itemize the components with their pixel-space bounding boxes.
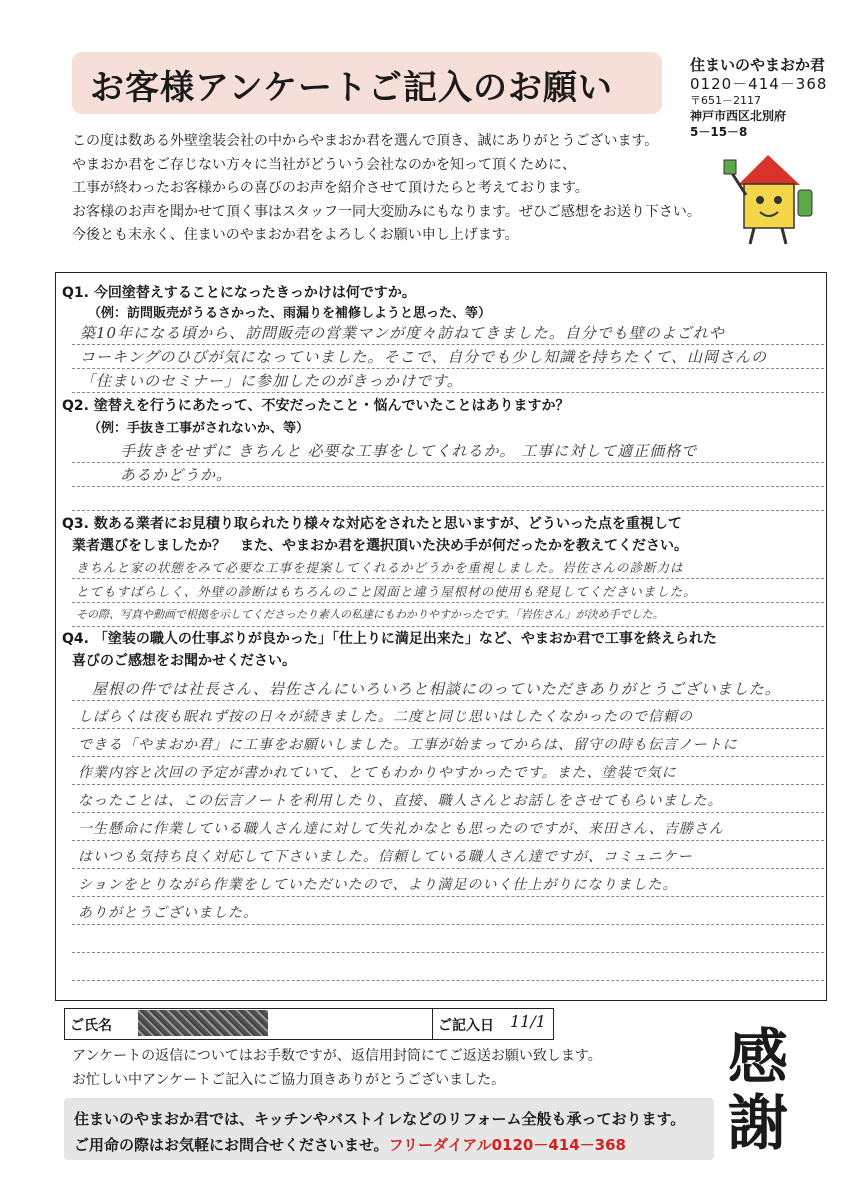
intro-line: 今後とも末永く、住まいのやまおか君をよろしくお願い申し上げます。 <box>72 227 519 243</box>
answer-line <box>72 812 824 813</box>
answer-line <box>72 578 824 579</box>
answer-3-line: とてもすばらしく、外壁の診断はもちろんのこと図面と違う屋根材の使用も発見してくださいました。 <box>76 584 697 599</box>
answer-line <box>72 784 824 785</box>
question-2-example: （例：手抜き工事がされないか、等） <box>88 421 310 436</box>
name-label: ご氏名 <box>70 1018 112 1034</box>
redacted-name <box>138 1010 268 1036</box>
answer-line <box>72 510 824 511</box>
answer-2-line: 手抜きをせずに きちんと 必要な工事をしてくれるか。 工事に対して適正価格で <box>120 442 698 460</box>
answer-4-line: ションをとりながら作業をしていただいたので、より満足のいく仕上がりになりました。 <box>78 877 678 893</box>
thanks-char-2: 謝 <box>728 1089 788 1159</box>
answer-line <box>72 868 824 869</box>
thanks-char-1: 感 <box>728 1023 788 1093</box>
answer-3-line: きちんと家の状態をみて必要な工事を提案してくれるかどうかを重視しました。岩佐さんの診断力は <box>76 560 684 575</box>
intro-line: お客様のお声を聞かせて頂く事はスタッフ一同大変励みにもなります。ぜひご感想をお送り下さい。 <box>72 203 701 220</box>
answer-line <box>72 486 824 487</box>
answer-1-line: 「住まいのセミナー」に参加したのがきっかけです。 <box>80 372 463 390</box>
answer-line <box>72 700 824 701</box>
answer-line <box>72 756 824 757</box>
answer-line <box>72 626 824 627</box>
answer-4-line: できる「やまおか君」に工事をお願いしました。工事が始まってからは、留守の時も伝言ノートに <box>78 737 738 753</box>
footer-line-2-text: ご用命の際はお気軽にお問合せくださいませ。 <box>74 1136 389 1154</box>
company-postal: 〒651－2117 <box>690 94 761 107</box>
company-name: 住まいのやまおか君 <box>690 56 826 74</box>
question-1: Q1. 今回塗替えすることになったきっかけは何ですか。 <box>62 285 416 301</box>
company-phone: 0120－414－368 <box>690 75 828 93</box>
footer-line-1: 住まいのやまおか君では、キッチンやバストイレなどのリフォーム全般も承っております。 <box>74 1110 686 1128</box>
date-value: 11/1 <box>510 1012 546 1031</box>
question-2: Q2. 塗替えを行うにあたって、不安だったこと・悩んでいたことはありますか？ <box>62 398 570 414</box>
answer-line <box>72 462 824 463</box>
answer-line <box>72 924 824 925</box>
freedial-number: フリーダイアル0120－414－368 <box>388 1136 626 1154</box>
thanks-note: お忙しい中アンケートご記入にご協力頂きありがとうございました。 <box>72 1072 506 1088</box>
intro-line: この度は数ある外壁塗装会社の中からやまおか君を選んで頂き、誠にありがとうございます。 <box>72 133 659 149</box>
date-label: ご記入日 <box>438 1018 494 1034</box>
company-address: 神戸市西区北別府 <box>690 109 787 123</box>
return-note: アンケートの返信についてはお手数ですが、返信用封筒にてご返送お願い致します。 <box>72 1048 602 1064</box>
footer-line-2 <box>74 1134 626 1155</box>
answer-4-line: なったことは、この伝言ノートを利用したり、直接、職人さんとお話しをさせてもらいました。 <box>78 793 723 809</box>
answer-3-line: その際、写真や動画で根拠を示してくださったり素人の私達にもわかりやすかったです。「岩佐さん」が決め手でした。 <box>76 608 664 621</box>
answer-line <box>72 602 824 603</box>
answer-line <box>72 728 824 729</box>
answer-2-line: あるかどうか。 <box>120 466 233 484</box>
house-mascot-icon <box>718 140 818 250</box>
question-4-continued: 喜びのご感想をお聞かせください。 <box>72 653 296 669</box>
question-3: Q3. 数ある業者にお見積り取られたり様々な対応をされたと思いますが、どういった点を重視して <box>62 516 682 532</box>
question-1-example: （例：訪問販売がうるさかった、雨漏りを補修しようと思った、等） <box>88 306 492 321</box>
answer-1-line: コーキングのひびが気になっていました。そこで、自分でも少し知識を持ちたくて、山岡さんの <box>80 348 767 366</box>
answer-4-line: 作業内容と次回の予定が書かれていて、とてもわかりやすかったです。また、塗装で気に <box>78 765 677 781</box>
answer-1-line: 築10年になる頃から、訪問販売の営業マンが度々訪ねてきました。自分でも壁のよごれや <box>80 324 725 342</box>
answer-4-line: しばらくは夜も眠れず按の日々が続きました。二度と同じ思いはしたくなかったので信頼の <box>78 709 693 725</box>
answer-4-line: 一生懸命に作業している職人さん達に対して失礼かなとも思ったのですが、来田さん、吉勝さん <box>78 821 724 837</box>
intro-line: やまおか君をご存じない方々に当社がどういう会社なのかを知って頂くために、 <box>72 156 576 173</box>
question-4: Q4. 「塗装の職人の仕事ぶりが良かった」「仕上りに満足出来た」など、やまおか君で工事を終えられた <box>62 631 717 647</box>
company-address-number: 5－15－8 <box>690 125 748 139</box>
answer-line <box>72 840 824 841</box>
answer-4-line: はいつも気持ち良く対応して下さいました。信頼している職人さん達ですが、コミュニケー <box>78 849 693 865</box>
answer-4-line: ありがとうございました。 <box>78 905 258 921</box>
answer-line <box>72 952 824 953</box>
page-title: お客様アンケートご記入のお願い <box>90 68 613 108</box>
box-divider <box>432 1008 433 1040</box>
company-info <box>690 56 840 140</box>
answer-line <box>72 392 824 393</box>
intro-line: 工事が終わったお客様からの喜びのお声を紹介させて頂けたらと考えております。 <box>72 180 589 196</box>
answer-4-line: 屋根の件では社長さん、岩佐さんにいろいろと相談にのっていただきありがとうございました。 <box>92 680 781 698</box>
answer-line <box>72 344 824 345</box>
intro-text <box>72 130 701 248</box>
answer-line <box>72 368 824 369</box>
answer-line <box>72 980 824 981</box>
question-3-continued: 業者選びをしましたか？ また、やまおか君を選択頂いた決め手が何だったかを教えてください。 <box>72 538 688 554</box>
answer-line <box>72 896 824 897</box>
